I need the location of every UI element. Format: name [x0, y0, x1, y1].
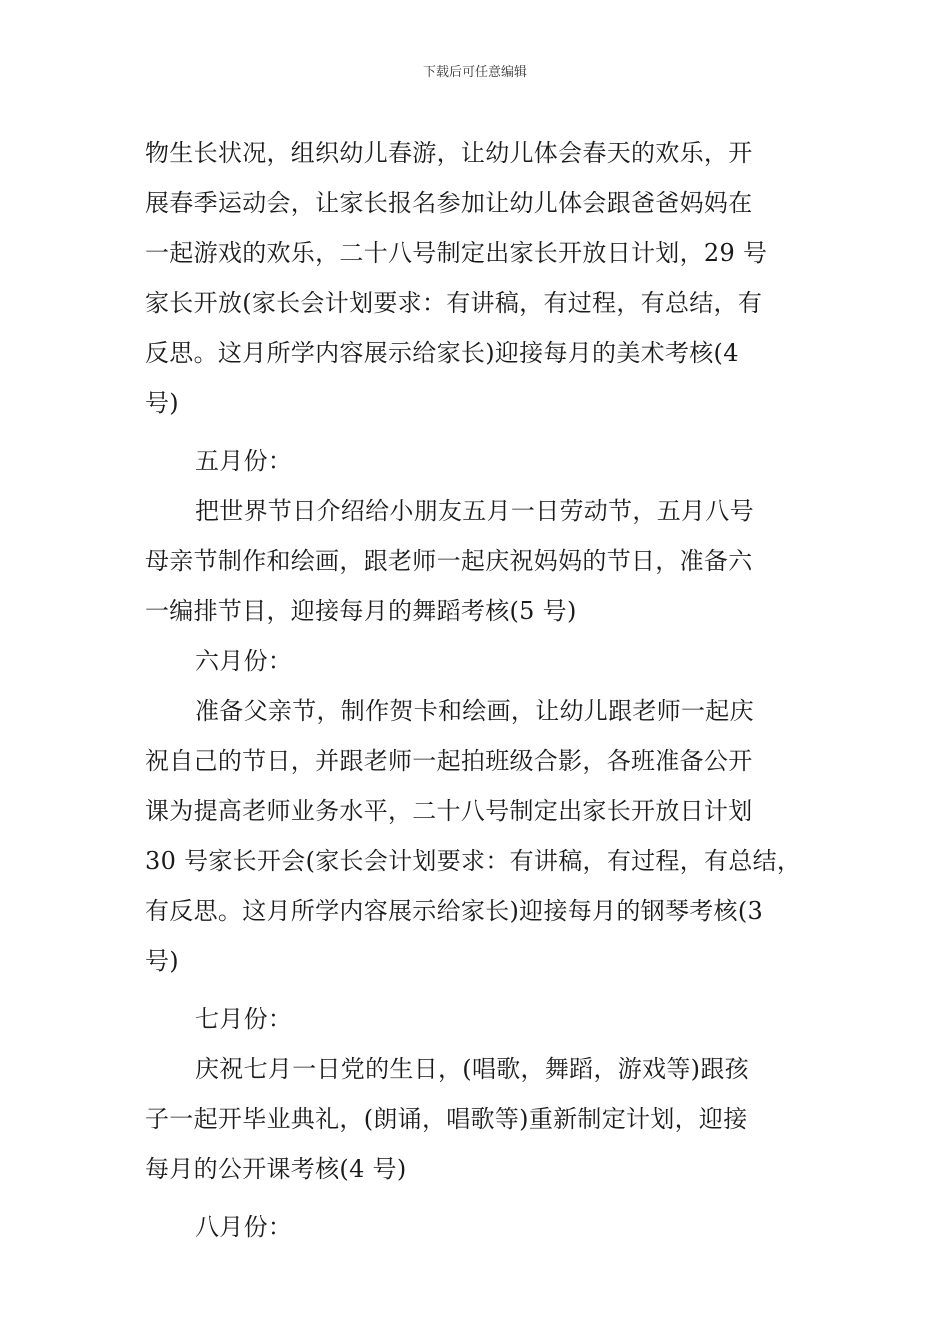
paragraph-line: 有反思。这月所学内容展示给家长)迎接每月的钢琴考核(3	[145, 897, 764, 925]
paragraph-line: 母亲节制作和绘画，跟老师一起庆祝妈妈的节日，准备六	[145, 547, 753, 575]
page-header-note: 下载后可任意编辑	[422, 65, 527, 80]
section-heading-june: 六月份：	[195, 647, 293, 675]
paragraph-line: 子一起开毕业典礼，(朗诵，唱歌等)重新制定计划，迎接	[145, 1105, 748, 1133]
section-heading-july: 七月份：	[195, 1005, 293, 1033]
paragraph-line: 庆祝七月一日党的生日，(唱歌，舞蹈，游戏等)跟孩	[195, 1055, 749, 1083]
paragraph-line: 准备父亲节，制作贺卡和绘画，让幼儿跟老师一起庆	[195, 697, 754, 725]
paragraph-line: 物生长状况，组织幼儿春游，让幼儿体会春天的欢乐，开	[145, 139, 753, 167]
paragraph-line: 每月的公开课考核(4 号)	[145, 1155, 407, 1183]
document-body	[145, 128, 810, 1252]
paragraph-line: 课为提高老师业务水平，二十八号制定出家长开放日计划	[145, 797, 753, 825]
paragraph-line: 一编排节目，迎接每月的舞蹈考核(5 号)	[145, 597, 577, 625]
paragraph-line: 30 号家长开会(家长会计划要求：有讲稿，有过程，有总结，	[145, 847, 802, 875]
paragraph-line: 祝自己的节日，并跟老师一起拍班级合影，各班准备公开	[145, 747, 753, 775]
paragraph-line: 号)	[145, 389, 179, 417]
paragraph-line: 把世界节日介绍给小朋友五月一日劳动节，五月八号	[195, 497, 754, 525]
paragraph-line: 号)	[145, 947, 179, 975]
paragraph-line: 展春季运动会，让家长报名参加让幼儿体会跟爸爸妈妈在	[145, 189, 753, 217]
paragraph-line: 家长开放(家长会计划要求：有讲稿，有过程，有总结，有	[145, 289, 763, 317]
section-heading-august: 八月份：	[195, 1213, 293, 1241]
section-heading-may: 五月份：	[195, 447, 293, 475]
paragraph-line: 反思。这月所学内容展示给家长)迎接每月的美术考核(4	[145, 339, 739, 367]
paragraph-line: 一起游戏的欢乐，二十八号制定出家长开放日计划，29 号	[145, 239, 768, 267]
